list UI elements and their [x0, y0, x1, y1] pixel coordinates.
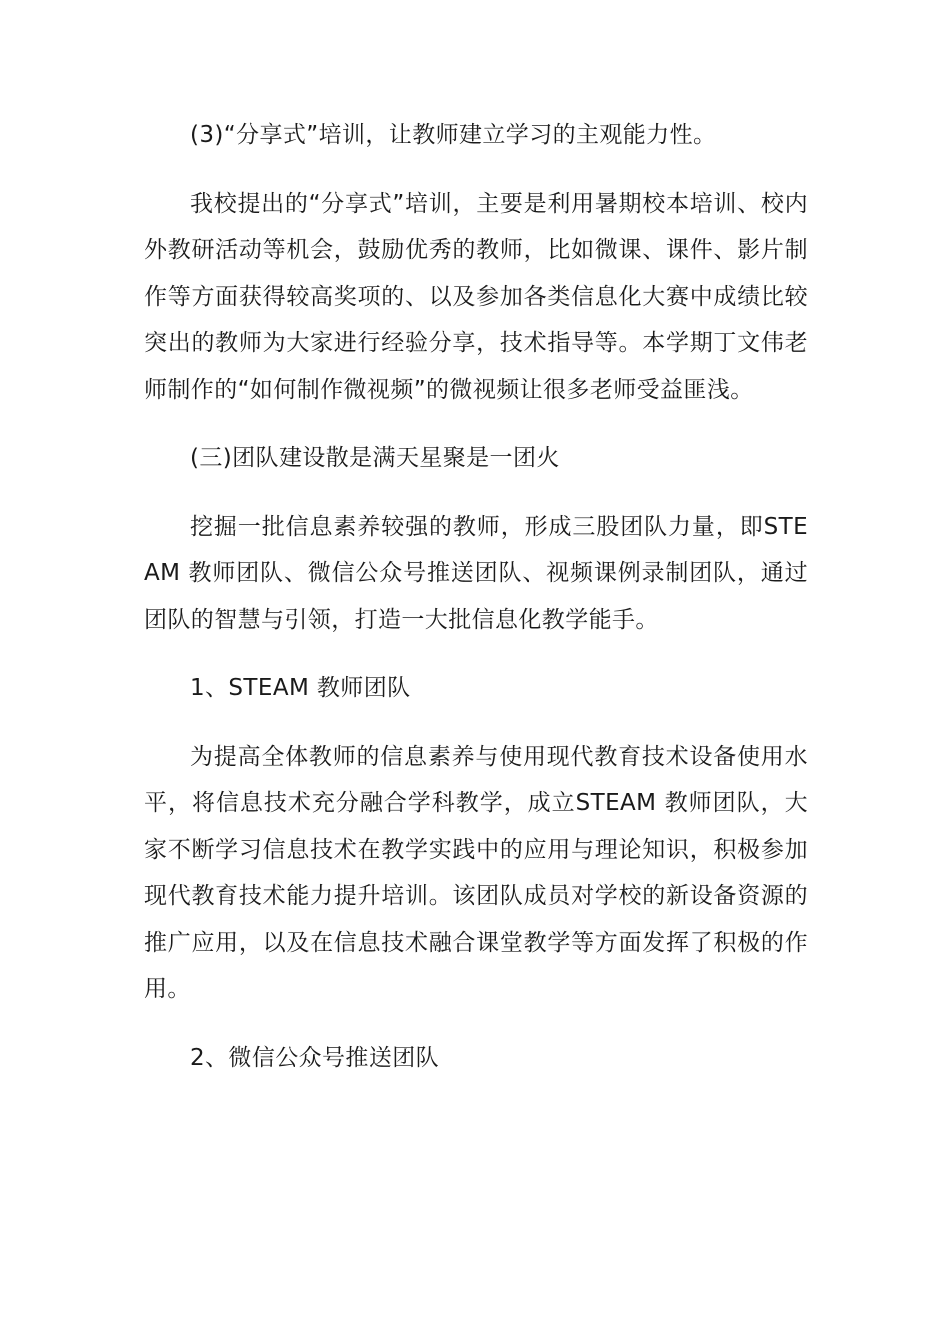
paragraph-gap [144, 1013, 808, 1035]
section-heading-team-building: (三)团队建设散是满天星聚是一团火 [190, 445, 560, 471]
document-body [144, 112, 808, 1081]
paragraph-steam-team-body: 为提高全体教师的信息素养与使用现代教育技术设备使用水平，将信息技术充分融合学科教学，成立STEAM 教师团队，大家不断学习信息技术在教学实践中的应用与理论知识，积极参加现代教育技术能力提升培训。该团队成员对学校的新设备资源的推广应用，以及在信息技术融合课堂教学等方面发挥了积极的作用。 [144, 743, 808, 1002]
paragraph-sharing-training-heading: (3)“分享式”培训，让教师建立学习的主观能力性。 [190, 122, 717, 148]
paragraph-gap [144, 159, 808, 181]
paragraph-team-building-body: 挖掘一批信息素养较强的教师，形成三股团队力量，即STEAM 教师团队、微信公众号推送团队、视频课例录制团队，通过团队的智慧与引领，打造一大批信息化教学能手。 [144, 513, 808, 633]
subheading-steam-team: 1、STEAM 教师团队 [190, 675, 411, 701]
paragraph-gap [144, 413, 808, 435]
paragraph-gap [144, 482, 808, 504]
paragraph-gap [144, 712, 808, 734]
subheading-wechat-team: 2、微信公众号推送团队 [190, 1044, 440, 1071]
paragraph-gap [144, 643, 808, 665]
paragraph-sharing-training-body: 我校提出的“分享式”培训，主要是利用暑期校本培训、校内外教研活动等机会，鼓励优秀的教师，比如微课、课件、影片制作等方面获得较高奖项的、以及参加各类信息化大赛中成绩比较突出的教师为大家进行经验分享，技术指导等。本学期丁文伟老师制作的“如何制作微视频”的微视频让很多老师受益匪浅。 [144, 190, 808, 403]
